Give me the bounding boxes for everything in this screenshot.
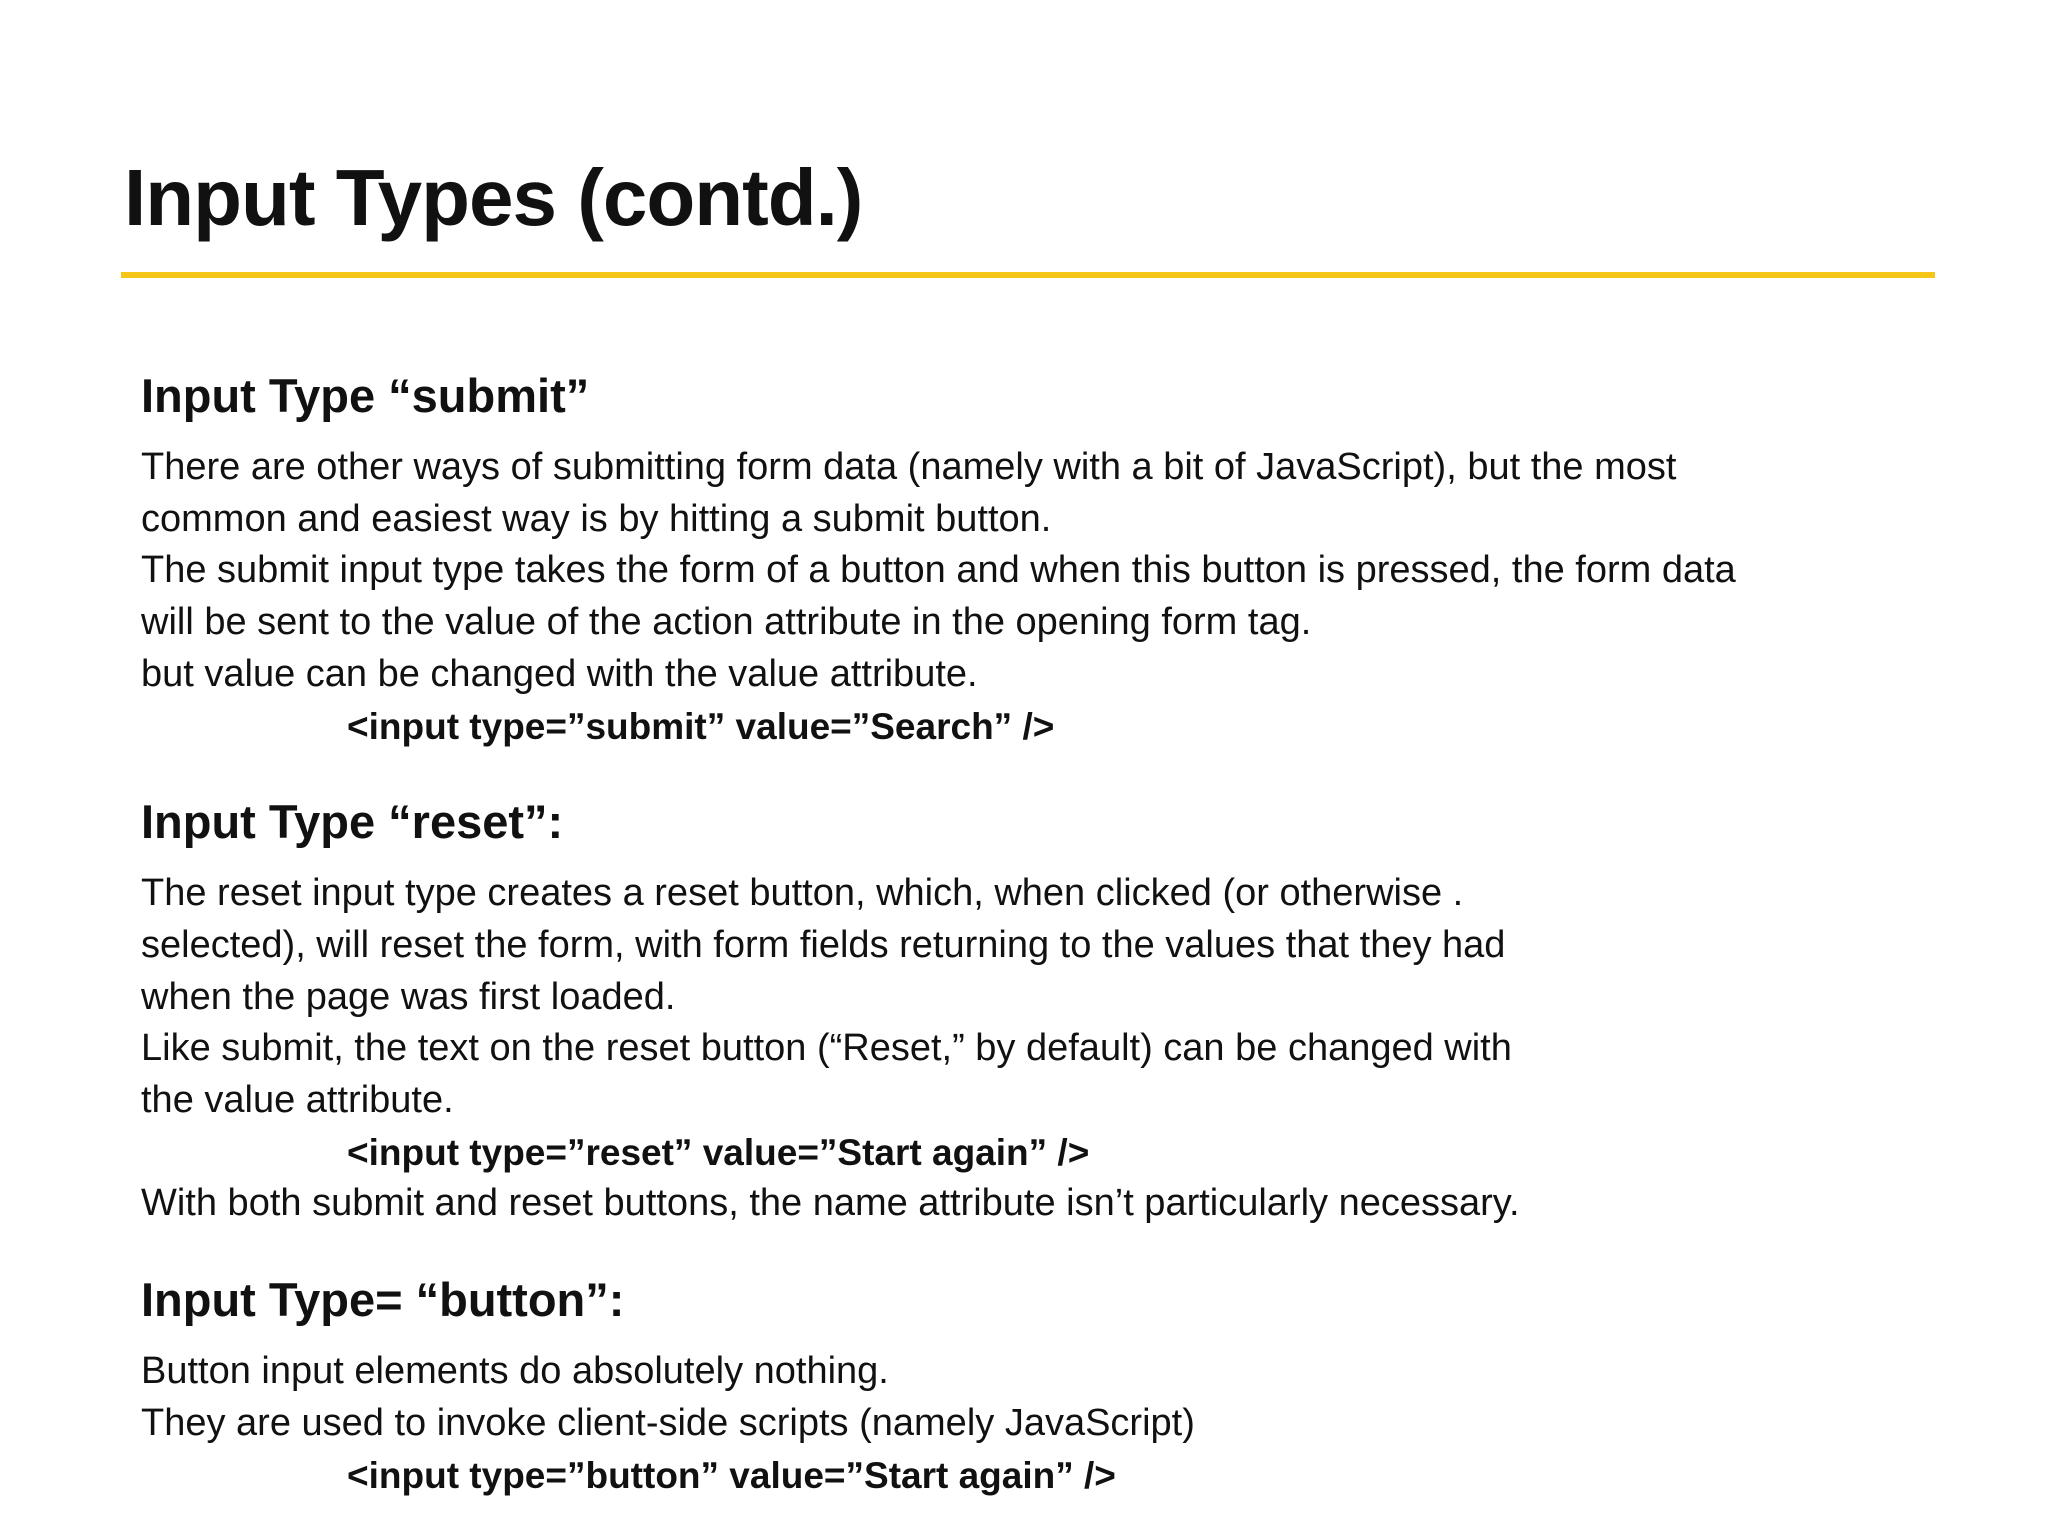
code-example-reset: <input type=”reset” value=”Start again” /> (347, 1131, 1090, 1173)
body-line: the value attribute. (141, 1079, 454, 1122)
section-submit (141, 360, 2001, 752)
section-body-button (141, 1346, 2001, 1501)
body-line: Button input elements do absolutely nothing. (141, 1350, 889, 1393)
body-line: They are used to invoke client-side scripts (namely JavaScript) (141, 1401, 1195, 1444)
slide-title: Input Types (contd.) (124, 153, 863, 242)
section-heading-reset: Input Type “reset”: (141, 795, 564, 849)
code-example-button: <input type=”button” value=”Start again” /> (347, 1454, 1116, 1496)
body-line: common and easiest way is by hitting a submit button. (141, 497, 1052, 540)
section-button (141, 1264, 2001, 1501)
body-line: but value can be changed with the value attribute. (141, 652, 978, 695)
body-line: With both submit and reset buttons, the name attribute isn’t particularly necessary. (141, 1182, 1520, 1225)
body-line: will be sent to the value of the action attribute in the opening form tag. (141, 601, 1312, 644)
body-line: Like submit, the text on the reset button (“Reset,” by default) can be changed with (141, 1027, 1512, 1070)
section-body-reset (141, 868, 2001, 1230)
body-line: There are other ways of submitting form data (namely with a bit of JavaScript), but the most (141, 446, 1677, 488)
body-line: selected), will reset the form, with form fields returning to the values that they had (141, 923, 1506, 966)
section-body-submit (141, 442, 2001, 752)
title-underline (121, 272, 1935, 278)
body-line: The submit input type takes the form of a button and when this button is pressed, the form data (141, 549, 1736, 592)
code-example-submit: <input type=”submit” value=”Search” /> (347, 705, 1055, 747)
slide-content (141, 360, 2001, 1501)
body-line: The reset input type creates a reset button, which, when clicked (or otherwise . (141, 872, 1464, 915)
body-line: when the page was first loaded. (141, 975, 676, 1018)
section-reset (141, 786, 2001, 1230)
section-heading-button: Input Type= “button”: (141, 1273, 625, 1327)
section-heading-submit: Input Type “submit” (141, 369, 590, 422)
